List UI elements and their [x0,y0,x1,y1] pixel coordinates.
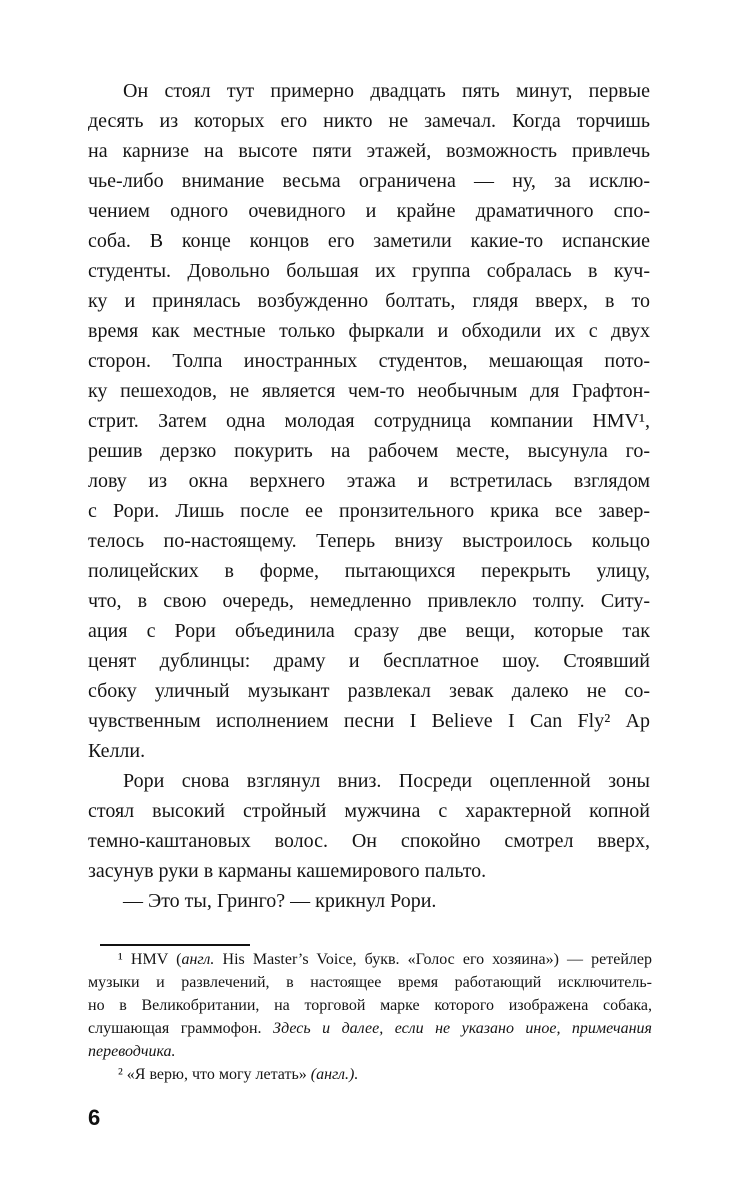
text-line: соба. В конце концов его заметили какие-то испанские [88,230,650,252]
text-line: студенты. Довольно большая их группа собралась в куч- [88,260,650,282]
text-line: время как местные только фыркали и обходили их с двух [88,320,650,342]
footnote-text: но в Великобритании, на торговой марке которого изображена собака, [88,997,652,1014]
text-line: с Рори. Лишь после ее пронзительного крика все завер- [88,500,650,522]
footnote-text: слушающая граммофон. [88,1020,273,1037]
paragraph [88,766,650,886]
text-line: ценят дублинцы: драму и бесплатное шоу. Стоявший [88,650,650,672]
paragraph [88,76,650,766]
text-line: что, в свою очередь, немедленно привлекло толпу. Ситу- [88,590,650,612]
page-number: 6 [88,1105,101,1130]
footnote-italic-text: переводчика. [88,1043,176,1060]
footnote-italic-text: англ. [181,951,215,968]
footnotes [88,948,652,1086]
text-line: десять из которых его никто не замечал. Когда торчишь [88,110,650,132]
paragraph [88,886,650,916]
footnote-line [88,994,652,1017]
text-line: Келли. [88,740,146,762]
text-line: полицейских в форме, пытающихся перекрыть улицу, [88,560,650,582]
text-line: чье-либо внимание весьма ограничена — ну, за исклю- [88,170,650,192]
footnote [88,1063,652,1086]
text-line: сбоку уличный музыкант развлекал зевак далеко не со- [88,680,650,702]
footnote-line [88,1017,652,1040]
text-line: ку пешеходов, не является чем-то необычным для Графтон- [88,380,650,402]
footnote-line [88,1063,652,1086]
text-line: чением одного очевидного и крайне драматичного спо- [88,200,650,222]
text-line: сторон. Толпа иностранных студентов, мешающая пото- [88,350,650,372]
text-line: — Это ты, Гринго? — крикнул Рори. [123,890,437,912]
text-line: ация с Рори объединила сразу две вещи, которые так [88,620,650,642]
text-line: ку и принялась возбужденно болтать, глядя вверх, в то [88,290,650,312]
text-line: телось по-настоящему. Теперь внизу выстроилось кольцо [88,530,650,552]
text-line: стоял высокий стройный мужчина с характерной копной [88,800,650,822]
footnote [88,948,652,1063]
body-text [88,76,650,916]
text-line: Рори снова взглянул вниз. Посреди оцепленной зоны [123,770,650,792]
footnote-separator [100,944,250,946]
text-line: засунув руки в карманы кашемирового пальто. [88,860,487,882]
footnote-line [88,971,652,994]
footnote-text: His Master’s Voice, букв. «Голос его хозяина») — ретейлер [214,951,653,968]
footnote-line [88,948,652,971]
footnote-italic-text: (англ.). [310,1066,359,1083]
footnote-text: музыки и развлечений, в настоящее время работающий исключитель- [88,974,652,991]
text-line: Он стоял тут примерно двадцать пять минут, первые [123,80,650,102]
footnote-text: ¹ HMV ( [118,951,182,968]
text-line: темно-каштановых волос. Он спокойно смотрел вверх, [88,830,650,852]
text-line: чувственным исполнением песни I Believe I Can Fly² Ар [88,710,650,732]
footnote-line [88,1040,652,1063]
footnote-text: ² «Я верю, что могу летать» [118,1066,311,1083]
text-line: лову из окна верхнего этажа и встретилась взглядом [88,470,650,492]
footnote-italic-text: Здесь и далее, если не указано иное, примечания [272,1020,652,1037]
text-line: на карнизе на высоте пяти этажей, возможность привлечь [88,140,650,162]
text-line: решив дерзко покурить на рабочем месте, высунула го- [88,440,650,462]
text-line: стрит. Затем одна молодая сотрудница компании HMV¹, [88,410,650,432]
